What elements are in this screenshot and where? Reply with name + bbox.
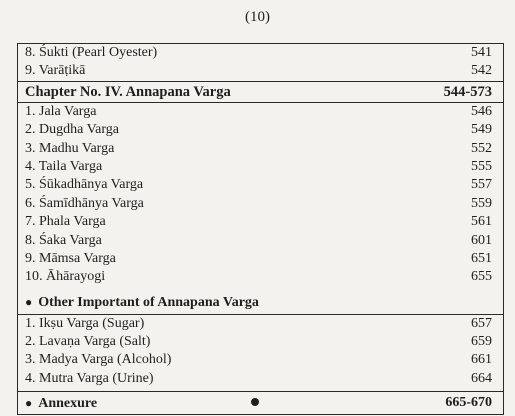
toc-row — [18, 44, 503, 62]
entry-page: 661 — [471, 352, 492, 368]
toc-row — [18, 213, 503, 231]
entry-page: 659 — [471, 334, 492, 350]
entry-title: 1. Jala Varga — [25, 103, 97, 119]
entry-page: 561 — [471, 214, 492, 230]
entry-title: 5. Śūkadhānya Varga — [25, 177, 144, 193]
annexure-title: Annexure — [38, 395, 98, 411]
entry-title: 6. Śamīdhānya Varga — [25, 195, 144, 211]
entry-page: 549 — [471, 122, 492, 138]
toc-row — [18, 62, 503, 80]
toc-row — [18, 176, 503, 194]
toc-row — [18, 232, 503, 250]
section-heading — [18, 292, 503, 315]
toc-row — [18, 195, 503, 213]
toc-row — [18, 103, 503, 121]
entry-page: 552 — [471, 140, 492, 156]
entry-title: 4. Mutra Varga (Urine) — [25, 370, 154, 386]
entry-page: 601 — [471, 232, 492, 248]
toc-row — [18, 268, 503, 286]
entry-page: 546 — [471, 103, 492, 119]
entry-page: 559 — [471, 195, 492, 211]
entry-page: 542 — [471, 63, 492, 79]
table-of-contents — [17, 43, 504, 415]
toc-row — [18, 333, 503, 351]
entry-title: 9. Varāṭikā — [25, 63, 86, 79]
entry-page: 555 — [471, 158, 492, 174]
bullet-icon: ● — [25, 395, 33, 410]
toc-row — [18, 351, 503, 369]
toc-row — [18, 315, 503, 333]
entry-page: 657 — [471, 315, 492, 331]
bullet-icon: ● — [25, 295, 33, 310]
entry-title: 10. Āhārayogi — [25, 269, 106, 285]
annexure-range: 665-670 — [445, 395, 492, 411]
entry-title: 9. Māmsa Varga — [25, 250, 116, 266]
page-number: (10) — [245, 9, 270, 25]
toc-row — [18, 121, 503, 139]
entry-title: 8. Śaka Varga — [25, 232, 102, 248]
entry-title: 3. Madhu Varga — [25, 140, 115, 156]
annexure-row — [18, 391, 503, 414]
entry-title: 2. Lavaṇa Varga (Salt) — [25, 334, 151, 350]
entry-page: 651 — [471, 250, 492, 266]
entry-page: 664 — [471, 370, 492, 386]
toc-row — [18, 140, 503, 158]
end-bullet-icon — [251, 398, 259, 406]
entry-title: 7. Phala Varga — [25, 214, 106, 230]
entry-title: 4. Taila Varga — [25, 158, 103, 174]
chapter-range: 544-573 — [443, 83, 492, 100]
section-title-wrap — [25, 291, 259, 314]
entry-page: 655 — [471, 269, 492, 285]
chapter-heading — [18, 81, 503, 103]
section-title: Other Important of Annapana Varga — [38, 295, 259, 311]
entry-title: 2. Dugdha Varga — [25, 122, 119, 138]
entry-title: 8. Śukti (Pearl Oyester) — [25, 45, 158, 60]
entry-page: 541 — [471, 45, 492, 60]
toc-row — [18, 370, 503, 388]
toc-row — [18, 250, 503, 268]
entry-page: 557 — [471, 177, 492, 193]
chapter-title: Chapter No. IV. Annapana Varga — [25, 83, 231, 100]
annexure-title-wrap — [25, 392, 97, 415]
entry-title: 3. Madya Varga (Alcohol) — [25, 352, 172, 368]
toc-row — [18, 158, 503, 176]
entry-title: 1. Ikṣu Varga (Sugar) — [25, 315, 145, 331]
